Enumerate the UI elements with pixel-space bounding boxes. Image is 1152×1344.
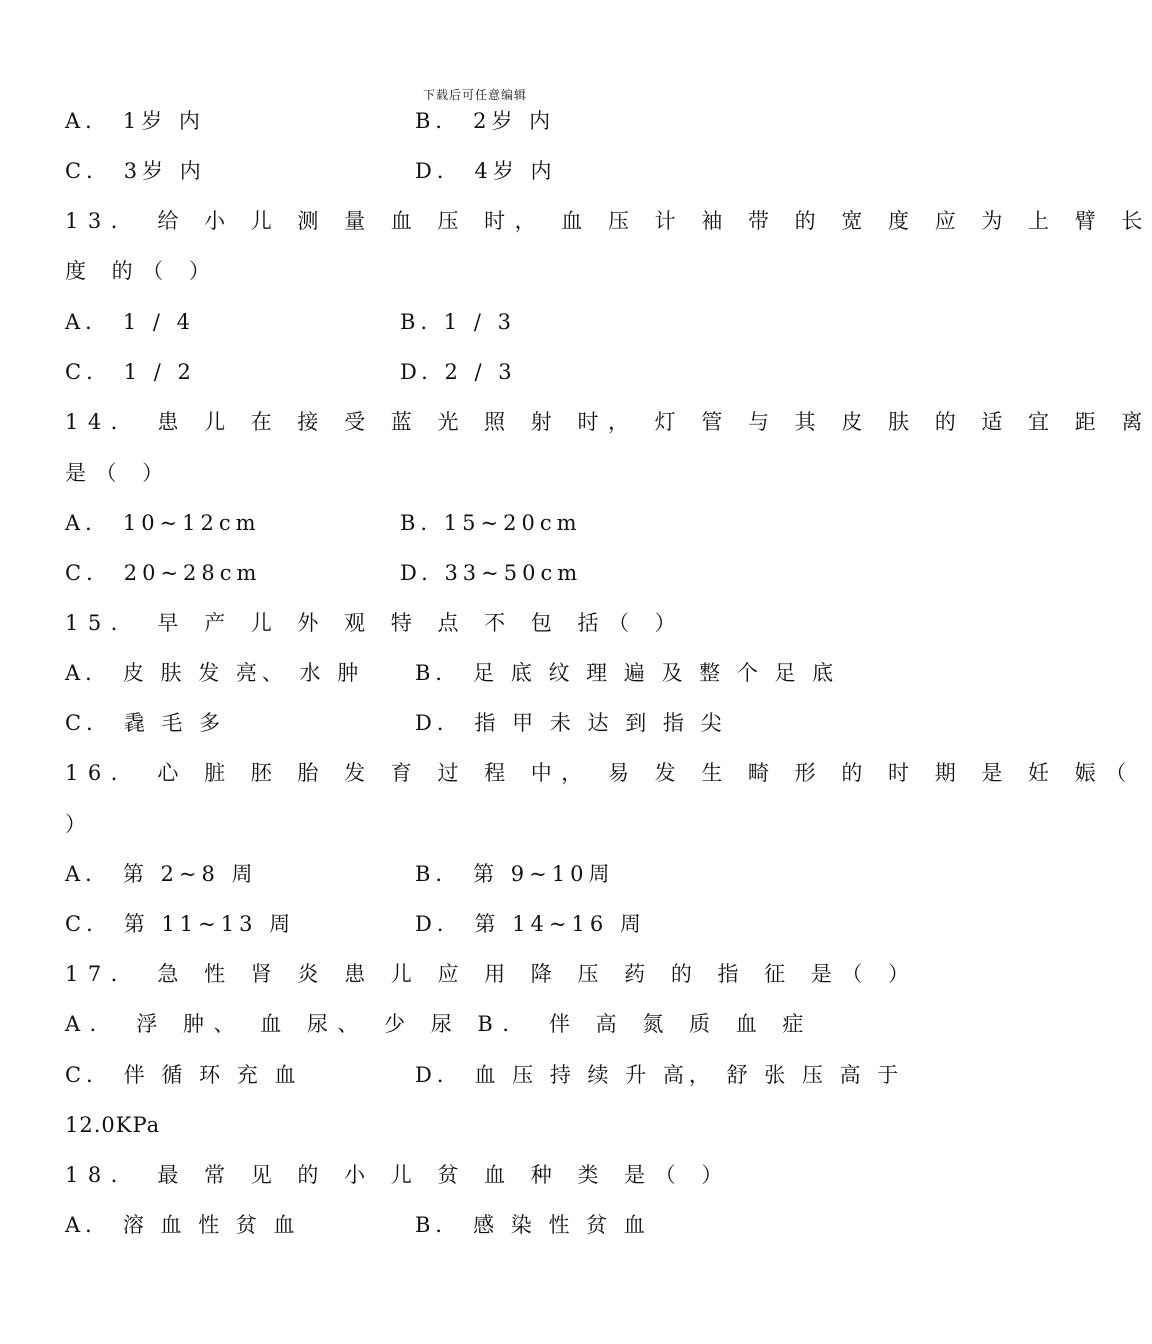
option-b: B． 足 底 纹 理 遍 及 整 个 足 底 [415,661,839,685]
option-a: A． 1 / 4 [65,310,195,334]
option-b: B． 2岁 内 [415,109,556,133]
options-row [65,911,646,937]
question-text: 13． 给 小 儿 测 量 血 压 时， 血 压 计 袖 带 的 宽 度 应 为 上 臂 长 [65,209,1152,233]
option-d: D． 4岁 内 [415,159,557,183]
option-c: C． 毳 毛 多 [65,711,226,735]
option-c: C． 3岁 内 [65,159,206,183]
option-d: D． 血 压 持 续 升 高， 舒 张 压 高 于 [415,1063,904,1087]
options-row [65,158,557,184]
options-row [65,861,615,887]
option-d: D. 2 / 3 [400,360,517,384]
option-a: A． 1岁 内 [65,109,205,133]
option-d: D． 指 甲 未 达 到 指 尖 [415,711,727,735]
options-row [65,108,556,134]
option-c: C． 1 / 2 [65,360,196,384]
options-row [65,660,839,686]
question-text: 12.0KPa [65,1113,161,1137]
option-c: C． 20~28cm [65,561,262,585]
options-row [65,1062,904,1088]
option-b: B. 1 / 3 [400,310,516,334]
option-d: D． 第 14~16 周 [415,912,646,936]
options-row [65,710,727,736]
question-text: 15． 早 产 儿 外 观 特 点 不 包 括（ ） [65,611,686,635]
question-text: 16． 心 脏 胚 胎 发 育 过 程 中， 易 发 生 畸 形 的 时 期 是 妊 娠（ [65,761,1136,785]
option-a: A． 第 2~8 周 [65,862,258,886]
options-row [65,359,517,385]
question-text: 是（ ） [65,461,173,485]
option-b: B. 15~20cm [400,511,582,535]
option-d: D. 33~50cm [400,561,583,585]
options-row [65,510,582,536]
question-text: ） [65,812,96,836]
options-row: A． 浮 肿、 血 尿、 少 尿 B． 伴 高 氮 质 血 症 [65,1012,813,1036]
option-c: C． 伴 循 环 充 血 [65,1063,301,1087]
question-text: 18． 最 常 见 的 小 儿 贫 血 种 类 是（ ） [65,1163,732,1187]
options-row [65,1212,650,1238]
option-c: C． 第 11~13 周 [65,912,296,936]
options-row [65,309,516,335]
options-row [65,560,583,586]
option-a: A． 溶 血 性 贫 血 [65,1213,300,1237]
option-a: A． 皮 肤 发 亮、 水 肿 [65,661,364,685]
question-text: 度 的（ ） [65,259,220,283]
question-text: 17． 急 性 肾 炎 患 儿 应 用 降 压 药 的 指 征 是（ ） [65,962,919,986]
option-b: B． 第 9~10周 [415,862,615,886]
option-b: B． 感 染 性 贫 血 [415,1213,650,1237]
question-text: 14． 患 儿 在 接 受 蓝 光 照 射 时， 灯 管 与 其 皮 肤 的 适 宜 距 离 [65,410,1152,434]
page-header: 下载后可任意编辑 [422,88,527,102]
option-a: A． 10~12cm [65,511,261,535]
